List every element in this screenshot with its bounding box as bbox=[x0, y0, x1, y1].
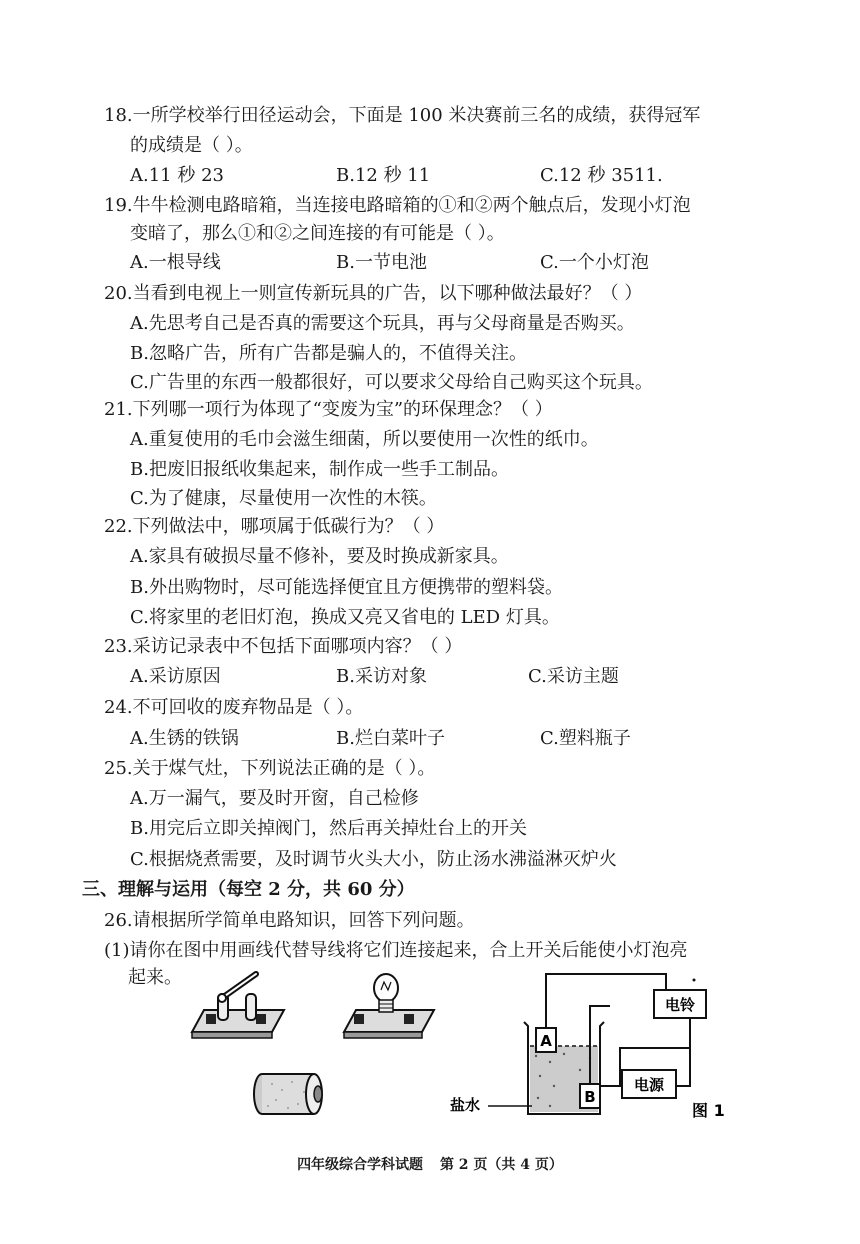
q21-option-a: A.重复使用的毛巾会滋生细菌，所以要使用一次性的纸巾。 bbox=[130, 429, 599, 450]
q25-option-a: A.万一漏气，要及时开窗，自己检修 bbox=[130, 788, 419, 809]
q19-stem-line1: 19.牛牛检测电路暗箱，当连接电路暗箱的①和②两个触点后，发现小灯泡 bbox=[104, 195, 691, 216]
bell-label: 电铃 bbox=[664, 996, 696, 1014]
q24-option-c: C.塑料瓶子 bbox=[540, 728, 631, 749]
q20-option-a: A.先思考自己是否真的需要这个玩具，再与父母商量是否购买。 bbox=[130, 313, 635, 334]
salt-water-label: 盐水 bbox=[450, 1096, 481, 1114]
q25-option-b: B.用完后立即关掉阀门，然后再关掉灶台上的开关 bbox=[130, 818, 527, 839]
q26-sub1-line1: (1)请你在图中用画线代替导线将它们连接起来，合上开关后能使小灯泡亮 bbox=[104, 940, 688, 961]
q25-stem: 25.关于煤气灶，下列说法正确的是（ ）。 bbox=[104, 758, 436, 779]
q20-option-b: B.忽略广告，所有广告都是骗人的，不值得关注。 bbox=[130, 343, 527, 364]
page-footer bbox=[0, 1154, 860, 1174]
q23-option-c: C.采访主题 bbox=[528, 666, 619, 687]
q24-stem: 24.不可回收的废弃物品是（ ）。 bbox=[104, 697, 364, 718]
q22-option-b: B.外出购物时，尽可能选择便宜且方便携带的塑料袋。 bbox=[130, 577, 563, 598]
figure-1-circuit bbox=[440, 966, 740, 1126]
q22-stem: 22.下列做法中，哪项属于低碳行为？（ ） bbox=[104, 516, 445, 537]
q19-option-b: B.一节电池 bbox=[336, 252, 427, 273]
footer-subject: 四年级综合学科试题 bbox=[297, 1157, 424, 1173]
footer-page-number: 第 2 页（共 4 页） bbox=[439, 1157, 563, 1173]
q23-option-a: A.采访原因 bbox=[130, 666, 221, 687]
q19-option-c: C.一个小灯泡 bbox=[540, 252, 649, 273]
q18-option-b: B.12 秒 11 bbox=[336, 165, 431, 186]
q18-stem-line1: 18.一所学校举行田径运动会，下面是 100 米决赛前三名的成绩，获得冠军 bbox=[104, 105, 701, 126]
q21-option-b: B.把废旧报纸收集起来，制作成一些手工制品。 bbox=[130, 459, 509, 480]
q21-option-c: C.为了健康，尽量使用一次性的木筷。 bbox=[130, 488, 437, 509]
q20-stem: 20.当看到电视上一则宣传新玩具的广告，以下哪种做法最好？（ ） bbox=[104, 283, 643, 304]
q18-option-c: C.12 秒 3511. bbox=[540, 165, 663, 186]
q22-option-a: A.家具有破损尽量不修补，要及时换成新家具。 bbox=[130, 546, 509, 567]
q20-option-c: C.广告里的东西一般都很好，可以要求父母给自己购买这个玩具。 bbox=[130, 372, 653, 393]
q25-option-c: C.根据烧煮需要，及时调节火头大小，防止汤水沸溢淋灭炉火 bbox=[130, 849, 617, 870]
power-label: 电源 bbox=[633, 1076, 665, 1094]
electrode-b-label: B bbox=[584, 1088, 596, 1106]
q21-stem: 21.下列哪一项行为体现了“变废为宝”的环保理念？（ ） bbox=[104, 399, 553, 420]
q19-option-a: A.一根导线 bbox=[130, 252, 221, 273]
switch-drawing bbox=[186, 968, 290, 1040]
q23-option-b: B.采访对象 bbox=[336, 666, 427, 687]
battery-drawing bbox=[252, 1070, 332, 1120]
q24-option-b: B.烂白菜叶子 bbox=[336, 728, 445, 749]
section-3-heading: 三、理解与运用（每空 2 分，共 60 分） bbox=[82, 879, 415, 900]
figure-1-caption: 图 1 bbox=[692, 1101, 725, 1120]
q18-stem-line2: 的成绩是（ ）。 bbox=[130, 135, 253, 156]
q19-stem-line2: 变暗了，那么①和②之间连接的有可能是（ ）。 bbox=[130, 223, 505, 244]
q24-option-a: A.生锈的铁锅 bbox=[130, 728, 239, 749]
q23-stem: 23.采访记录表中不包括下面哪项内容？（ ） bbox=[104, 636, 463, 657]
q18-option-a: A.11 秒 23 bbox=[130, 165, 224, 186]
bulb-drawing bbox=[338, 968, 438, 1040]
q26-stem: 26.请根据所学简单电路知识，回答下列问题。 bbox=[104, 910, 475, 931]
q22-option-c: C.将家里的老旧灯泡，换成又亮又省电的 LED 灯具。 bbox=[130, 607, 560, 628]
electrode-a-label: A bbox=[540, 1032, 552, 1050]
q26-sub1-line2: 起来。 bbox=[128, 967, 182, 988]
